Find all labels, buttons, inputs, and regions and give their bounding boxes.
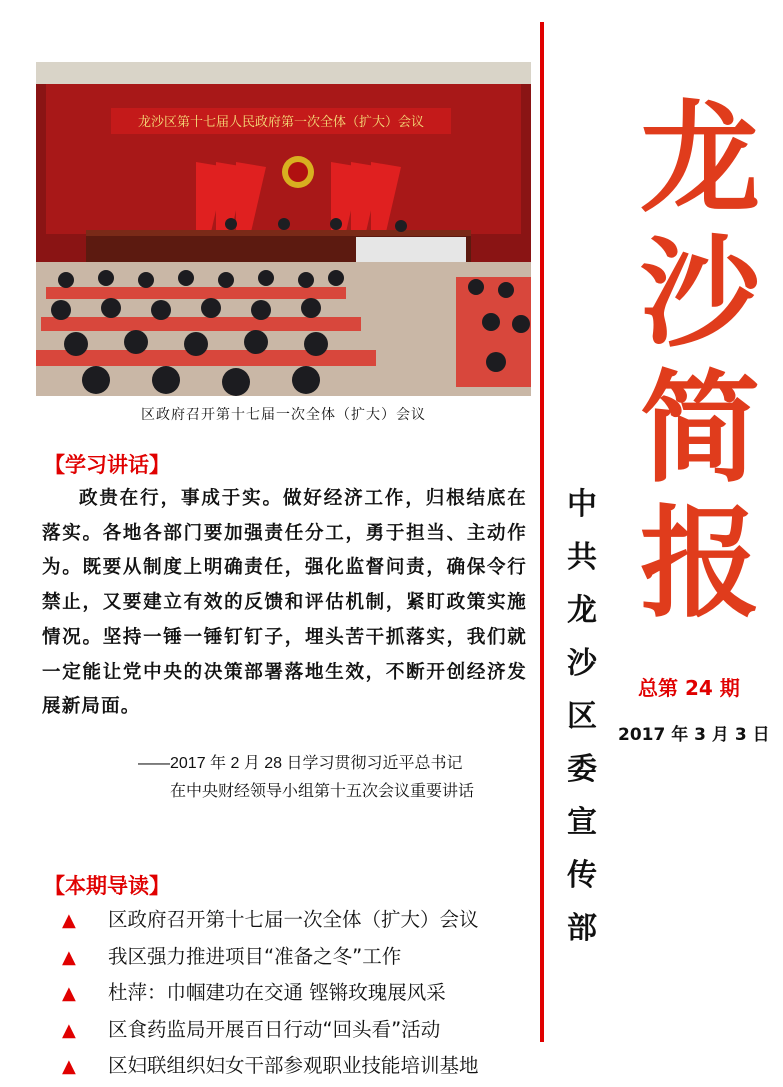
issue-number: 总第 24 期 <box>638 676 740 700</box>
guide-item-title: 区食药监局开展百日行动“回头看”活动 <box>108 1017 441 1041</box>
org-char: 龙 <box>567 593 597 628</box>
triangle-bullet-icon: ▲ <box>62 983 76 1004</box>
masthead-char: 龙 <box>640 90 760 229</box>
triangle-bullet-icon: ▲ <box>62 946 76 968</box>
masthead-char: 报 <box>640 495 760 634</box>
guide-item[interactable] <box>62 1050 532 1087</box>
guide-item[interactable] <box>62 941 532 978</box>
quote-source-line1: ——2017 年 2 月 28 日学习贯彻习近平总书记 <box>138 755 463 772</box>
triangle-bullet-icon: ▲ <box>62 1019 76 1041</box>
guide-item-title: 我区强力推进项目“准备之冬”工作 <box>108 944 402 968</box>
org-char: 区 <box>567 699 597 734</box>
guide-item-title: 杜萍：巾帼建功在交通 铿锵玫瑰展风采 <box>108 981 446 1004</box>
meeting-photo <box>36 62 531 396</box>
guide-item[interactable] <box>62 904 532 941</box>
org-char: 沙 <box>567 646 597 681</box>
org-char: 共 <box>567 540 597 575</box>
guide-heading: 【本期导读】 <box>44 874 170 898</box>
org-char: 中 <box>567 487 597 522</box>
meeting-photo-illustration <box>36 62 531 396</box>
issue-date: 2017 年 3 月 3 日 <box>618 725 770 745</box>
study-talk-quote: 政贵在行，事成于实。做好经济工作，归根结底在落实。各地各部门要加强责任分工，勇于担当、主动作为。既要从制度上明确责任，强化监督问责，确保令行禁止，又要建立有效的反馈和评估机制，紧盯政策实施情况。坚持一锤一锤钉钉子，埋头苦干抓落实，我们就一定能让党中央的决策部署落地生效，不断开创经济发展新局面。 <box>42 488 527 718</box>
masthead-char: 简 <box>640 360 760 499</box>
quote-source-line2: 在中央财经领导小组第十五次会议重要讲话 <box>170 783 475 800</box>
photo-caption: 区政府召开第十七届一次全体（扩大）会议 <box>141 407 426 423</box>
masthead-title <box>630 92 770 632</box>
guide-list <box>62 904 532 1087</box>
guide-item-title: 区政府召开第十七届一次全体（扩大）会议 <box>108 908 479 931</box>
triangle-bullet-icon: ▲ <box>62 910 76 931</box>
column-divider <box>540 22 544 1042</box>
org-char: 部 <box>567 911 597 946</box>
org-char: 宣 <box>567 805 597 840</box>
masthead-char: 沙 <box>640 225 760 364</box>
meeting-banner-text: 龙沙区第十七届人民政府第一次全体（扩大）会议 <box>137 115 425 130</box>
study-talk-heading: 【学习讲话】 <box>44 453 170 477</box>
guide-item-title: 区妇联组织妇女干部参观职业技能培训基地 <box>108 1054 479 1077</box>
org-char: 委 <box>567 752 597 787</box>
org-char: 传 <box>567 858 597 893</box>
triangle-bullet-icon: ▲ <box>62 1056 76 1077</box>
guide-item[interactable] <box>62 1014 532 1051</box>
publisher-org <box>562 478 602 955</box>
guide-item[interactable] <box>62 977 532 1014</box>
